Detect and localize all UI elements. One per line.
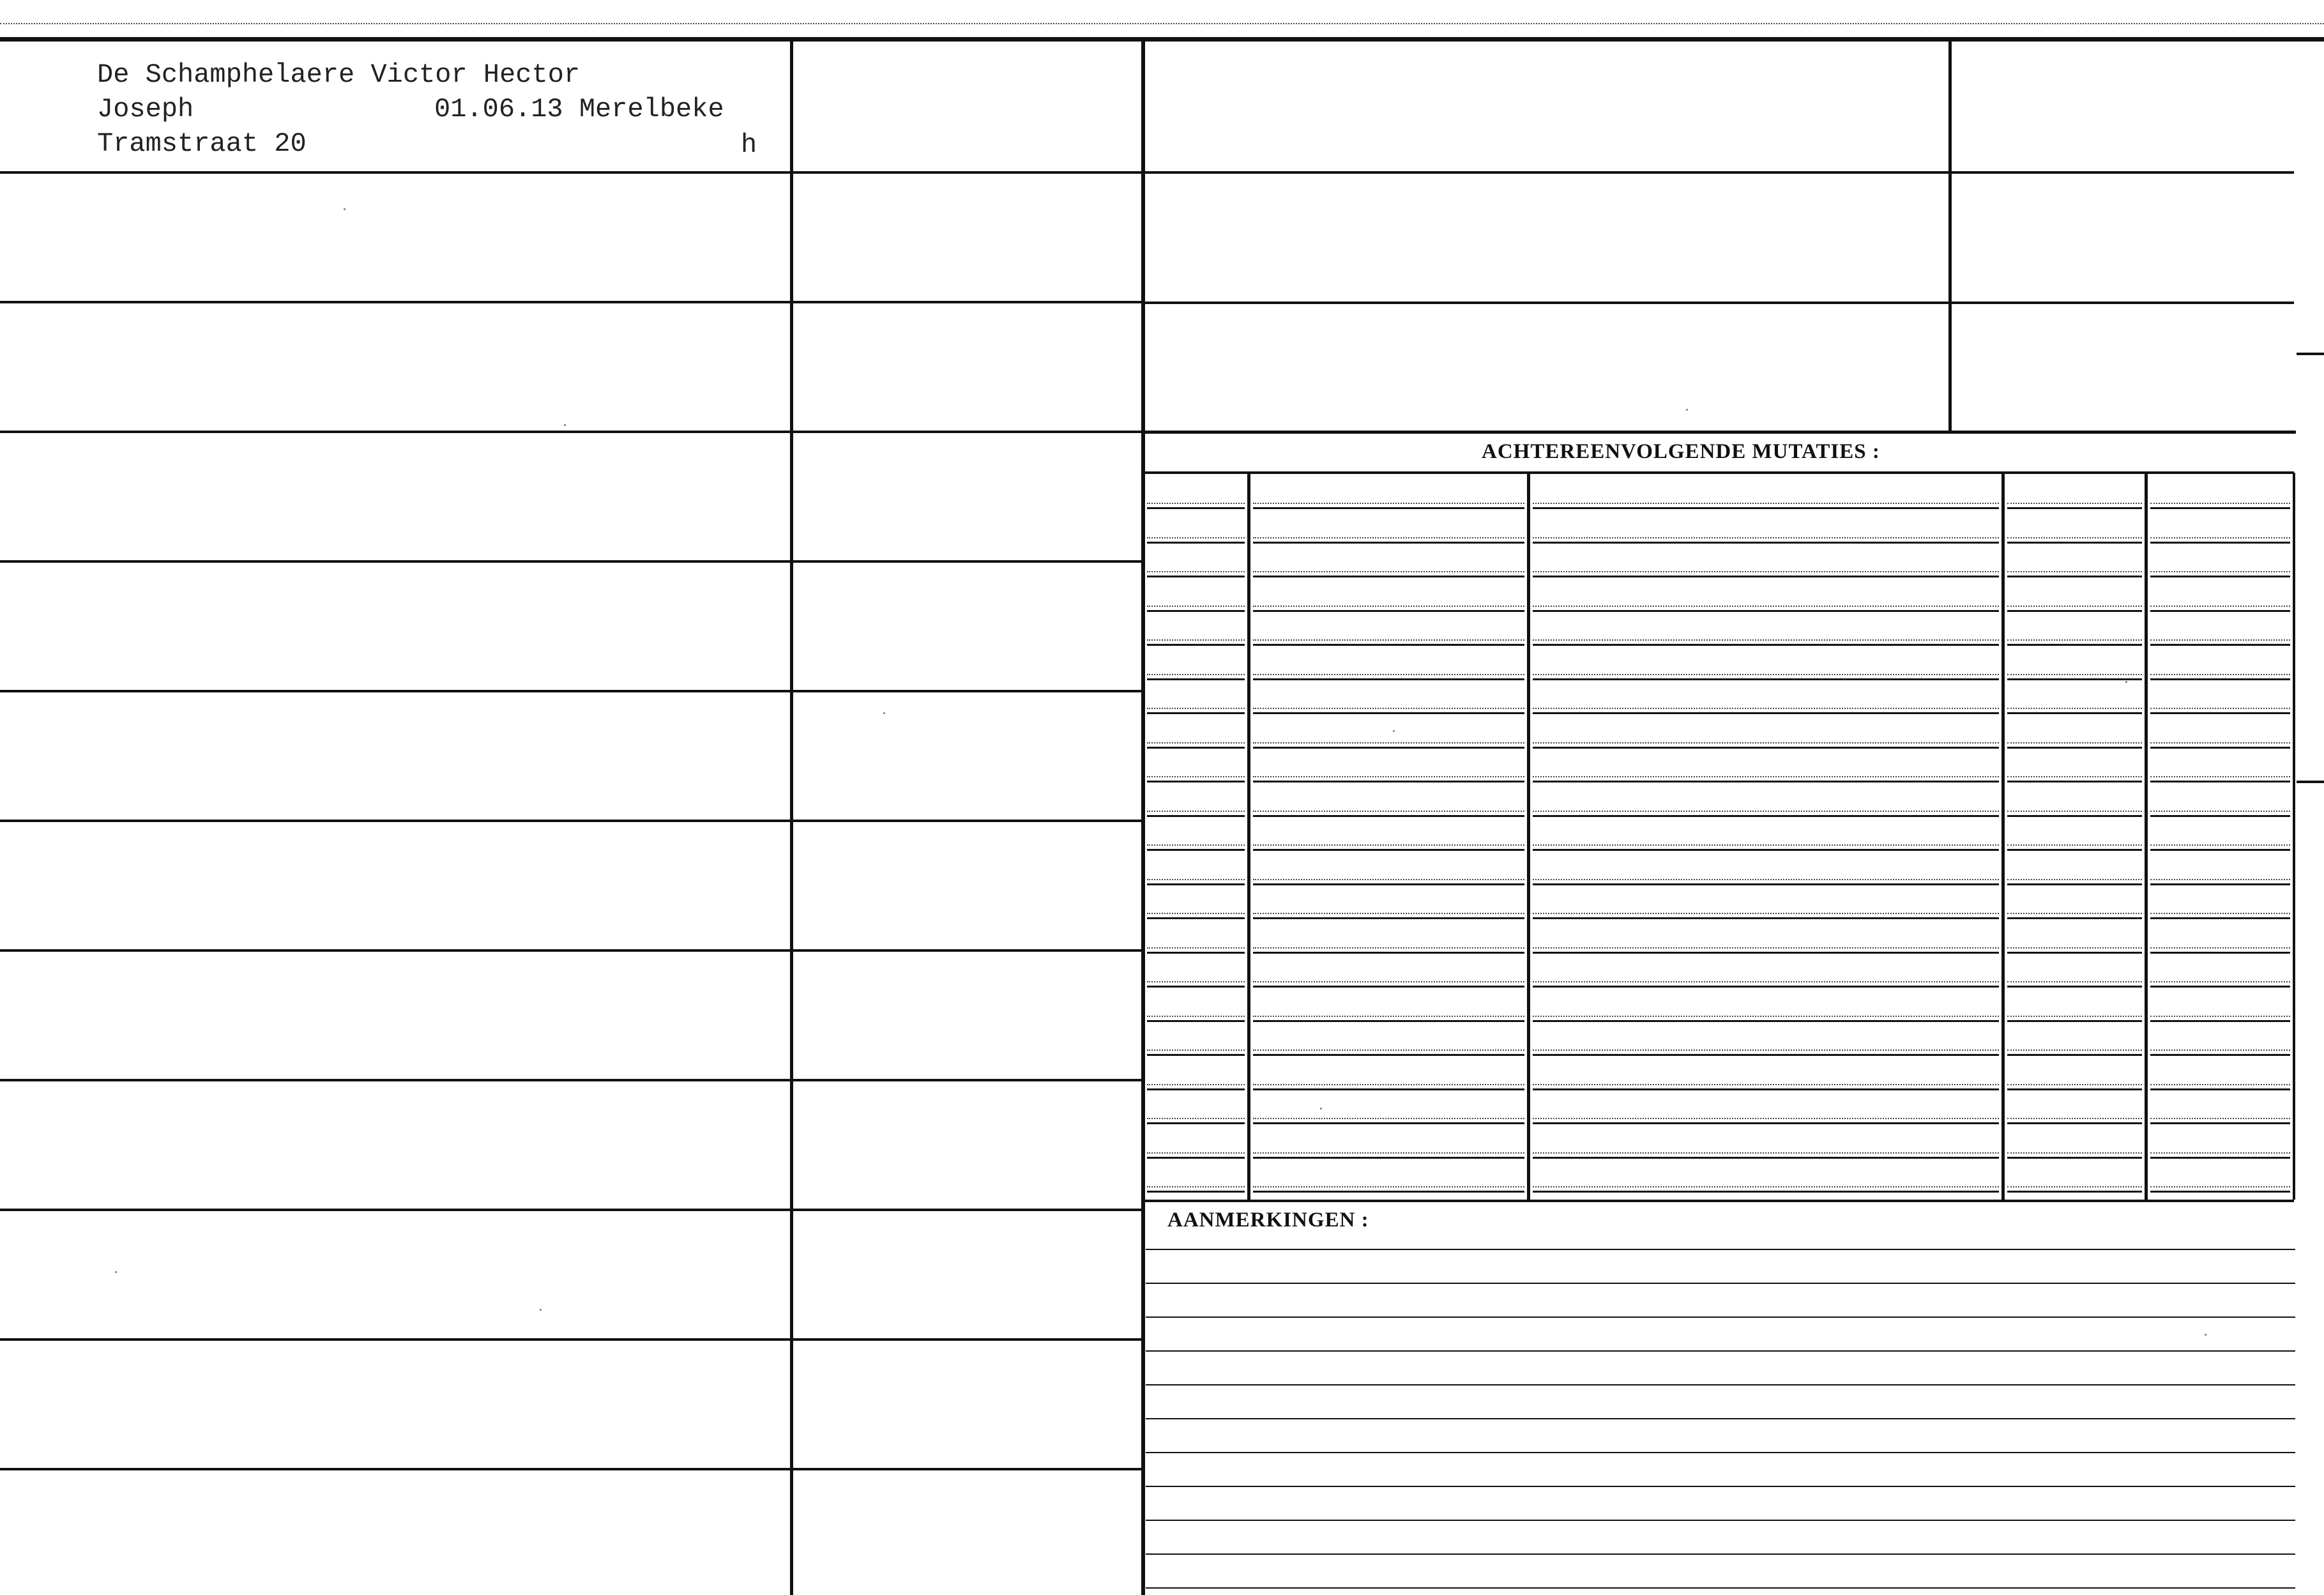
mutation-row-dotted: [1253, 981, 1524, 982]
mutation-row-dotted: [1253, 947, 1524, 949]
mutation-row-dotted: [1147, 742, 1245, 744]
mutation-row-rule: [1147, 542, 1245, 544]
mutation-row-dotted: [1147, 1084, 1245, 1085]
mutation-row-rule: [1533, 542, 1999, 544]
remark-line: [1146, 1452, 2295, 1453]
mutation-row-rule: [2150, 1157, 2290, 1159]
mutation-row-rule: [2007, 952, 2142, 954]
mutation-row-dotted: [1253, 503, 1524, 504]
mutation-row-rule: [1533, 986, 1999, 988]
mutation-row-rule: [2007, 1020, 2142, 1022]
mutation-row-rule: [1253, 1054, 1524, 1056]
mutation-row-dotted: [1253, 1186, 1524, 1187]
mutation-row-dotted: [2150, 503, 2290, 504]
mutation-row-dotted: [1147, 1186, 1245, 1187]
scan-speck: [115, 1271, 117, 1273]
mutation-row-dotted: [1533, 913, 1999, 914]
remark-line: [1146, 1316, 2295, 1318]
mutation-row-dotted: [1533, 844, 1999, 846]
mutation-row-rule: [2150, 576, 2290, 577]
mutation-row-dotted: [2150, 981, 2290, 982]
middle-row-rule: [793, 301, 1141, 303]
edge-tick-1: [2297, 353, 2324, 355]
mutation-row-dotted: [2007, 537, 2142, 538]
mutation-row-dotted: [1533, 1049, 1999, 1051]
mutation-row-dotted: [2007, 674, 2142, 675]
left-row-rule: [0, 1338, 790, 1341]
mutation-row-rule: [1533, 507, 1999, 509]
mutation-row-dotted: [2150, 639, 2290, 641]
mutation-row-rule: [1533, 1088, 1999, 1090]
mutation-row-rule: [2007, 1157, 2142, 1159]
record-given-name: Joseph: [97, 94, 194, 125]
mutation-row-dotted: [1533, 606, 1999, 607]
left-row-rule: [0, 171, 790, 174]
mutation-row-rule: [1147, 849, 1245, 851]
mutation-row-rule: [2007, 781, 2142, 782]
mutation-row-dotted: [2150, 811, 2290, 812]
mutation-row-dotted: [2150, 1084, 2290, 1085]
middle-row-rule: [793, 431, 1141, 433]
scan-speck: [1686, 409, 1688, 411]
mutation-row-rule: [1533, 644, 1999, 646]
mutation-row-rule: [1253, 507, 1524, 509]
mutation-row-dotted: [2007, 1049, 2142, 1051]
mutation-row-dotted: [1253, 674, 1524, 675]
mutation-row-rule: [2007, 986, 2142, 988]
remark-line: [1146, 1520, 2295, 1521]
mutation-row-rule: [1147, 1054, 1245, 1056]
mutation-row-dotted: [2007, 913, 2142, 914]
mutation-row-dotted: [1147, 1049, 1245, 1051]
mutation-row-rule: [1253, 883, 1524, 885]
mutation-row-rule: [1533, 576, 1999, 577]
mutation-row-rule: [1533, 1020, 1999, 1022]
mutation-row-dotted: [1533, 708, 1999, 709]
mutation-row-rule: [2007, 576, 2142, 577]
mutation-row-dotted: [1147, 776, 1245, 777]
scan-speck: [344, 208, 346, 210]
mutation-row-rule: [1533, 1191, 1999, 1193]
mutation-row-dotted: [2007, 1118, 2142, 1119]
mutation-row-rule: [1147, 712, 1245, 714]
mutation-row-rule: [2007, 917, 2142, 919]
middle-row-rule: [793, 1079, 1141, 1081]
middle-row-rule: [793, 1468, 1141, 1470]
mutation-row-dotted: [2007, 606, 2142, 607]
mutation-row-dotted: [2007, 708, 2142, 709]
mutation-row-rule: [2007, 747, 2142, 749]
mutation-row-rule: [2150, 781, 2290, 782]
scan-speck: [540, 1309, 542, 1311]
left-row-rule: [0, 820, 790, 822]
mutation-row-dotted: [2150, 1049, 2290, 1051]
mutation-row-dotted: [2150, 674, 2290, 675]
mutation-row-rule: [1533, 678, 1999, 680]
mutation-row-dotted: [1533, 776, 1999, 777]
mutation-row-rule: [1253, 917, 1524, 919]
middle-row-rule: [793, 949, 1141, 952]
mutation-row-rule: [1533, 712, 1999, 714]
mutation-row-rule: [1147, 1157, 1245, 1159]
mutation-row-rule: [1253, 1020, 1524, 1022]
mutation-row-dotted: [1147, 571, 1245, 572]
mutation-row-dotted: [2150, 1152, 2290, 1154]
mutation-row-rule: [1147, 576, 1245, 577]
mutation-row-dotted: [1533, 1084, 1999, 1085]
scan-speck: [1393, 730, 1395, 732]
mutation-row-rule: [1253, 815, 1524, 817]
remarks-heading: AANMERKINGEN :: [1167, 1209, 1369, 1232]
mutations-col-1: [1247, 473, 1250, 1200]
mutation-row-dotted: [2007, 503, 2142, 504]
mutation-row-rule: [2150, 849, 2290, 851]
mutation-row-dotted: [1533, 1118, 1999, 1119]
mutation-row-dotted: [2007, 639, 2142, 641]
mutation-row-rule: [1533, 883, 1999, 885]
mutation-row-dotted: [1253, 776, 1524, 777]
upper-right-rule-2: [1144, 301, 2294, 304]
mutation-row-dotted: [2007, 742, 2142, 744]
mutation-row-dotted: [2150, 537, 2290, 538]
mutation-row-rule: [1533, 1054, 1999, 1056]
mutations-heading: ACHTEREENVOLGENDE MUTATIES :: [1482, 440, 1880, 463]
mutations-col-3: [2001, 473, 2005, 1200]
mutation-row-dotted: [1533, 1152, 1999, 1154]
column-divider-2: [1141, 40, 1145, 1595]
mutation-row-dotted: [1533, 503, 1999, 504]
mutation-row-dotted: [1147, 879, 1245, 880]
middle-row-rule: [793, 1209, 1141, 1211]
left-row-rule: [0, 301, 790, 303]
mutation-row-rule: [1253, 1122, 1524, 1124]
mutation-row-dotted: [1533, 639, 1999, 641]
mutation-row-dotted: [1147, 1152, 1245, 1154]
mutation-row-dotted: [2150, 776, 2290, 777]
record-name-line: De Schamphelaere Victor Hector: [97, 59, 581, 90]
upper-right-rule-1: [1144, 171, 2294, 174]
mutation-row-rule: [1147, 507, 1245, 509]
mutation-row-rule: [2150, 678, 2290, 680]
mutation-row-dotted: [1253, 1152, 1524, 1154]
mutation-row-dotted: [1147, 537, 1245, 538]
scan-speck: [883, 712, 885, 714]
remark-line: [1146, 1249, 2295, 1250]
mutation-row-rule: [1253, 1191, 1524, 1193]
mutation-row-dotted: [1253, 571, 1524, 572]
remark-line: [1146, 1553, 2295, 1555]
mutation-row-rule: [2150, 883, 2290, 885]
mutation-row-rule: [2007, 815, 2142, 817]
mutation-row-rule: [1253, 644, 1524, 646]
mutation-row-dotted: [2007, 981, 2142, 982]
scan-speck: [564, 424, 566, 426]
mutation-row-dotted: [2007, 1084, 2142, 1085]
mutation-row-dotted: [1147, 639, 1245, 641]
mutation-row-dotted: [1147, 947, 1245, 949]
mutation-row-dotted: [1533, 571, 1999, 572]
mutation-row-dotted: [2007, 879, 2142, 880]
mutation-row-rule: [1533, 917, 1999, 919]
middle-row-rule: [793, 690, 1141, 692]
mutation-row-rule: [2007, 507, 2142, 509]
mutation-row-dotted: [2007, 947, 2142, 949]
mutation-row-dotted: [1147, 913, 1245, 914]
mutation-row-rule: [1147, 610, 1245, 612]
mutations-bottom-rule: [1144, 1200, 2294, 1202]
mutation-row-rule: [2150, 1122, 2290, 1124]
record-birth-info: 01.06.13 Merelbeke: [434, 94, 724, 125]
scan-speck: [1320, 1108, 1322, 1110]
mutation-row-dotted: [1147, 1118, 1245, 1119]
mutation-row-rule: [2150, 610, 2290, 612]
mutation-row-rule: [1253, 747, 1524, 749]
mutation-row-dotted: [1147, 606, 1245, 607]
mutation-row-dotted: [2007, 1152, 2142, 1154]
mutation-row-dotted: [2150, 844, 2290, 846]
mutation-row-rule: [1147, 815, 1245, 817]
mutation-row-dotted: [2150, 879, 2290, 880]
remark-line: [1146, 1418, 2295, 1419]
mutation-row-rule: [1147, 678, 1245, 680]
mutation-row-dotted: [1147, 981, 1245, 982]
edge-tick-2: [2297, 781, 2324, 783]
middle-row-rule: [793, 820, 1141, 822]
mutation-row-rule: [2150, 644, 2290, 646]
scan-speck: [2125, 681, 2127, 683]
mutation-row-rule: [2150, 542, 2290, 544]
mutation-row-rule: [1533, 610, 1999, 612]
scan-speck: [2205, 1334, 2206, 1336]
left-row-rule: [0, 431, 790, 433]
mutation-row-dotted: [1253, 1084, 1524, 1085]
mutation-row-rule: [2150, 917, 2290, 919]
middle-row-rule: [793, 171, 1141, 174]
mutation-row-rule: [1253, 986, 1524, 988]
mutation-row-rule: [1253, 712, 1524, 714]
mutation-row-dotted: [2007, 844, 2142, 846]
mutation-row-dotted: [1533, 674, 1999, 675]
mutation-row-rule: [1147, 883, 1245, 885]
mutation-row-dotted: [2007, 776, 2142, 777]
mutation-row-rule: [1533, 815, 1999, 817]
mutation-row-dotted: [1253, 879, 1524, 880]
mutation-row-rule: [1533, 781, 1999, 782]
top-border: [0, 37, 2324, 42]
mutation-row-rule: [1147, 781, 1245, 782]
mutation-row-dotted: [2150, 742, 2290, 744]
mutation-row-dotted: [1253, 844, 1524, 846]
mutation-row-dotted: [1147, 674, 1245, 675]
mutation-row-rule: [1253, 1157, 1524, 1159]
left-row-rule: [0, 1468, 790, 1470]
mutation-row-rule: [2007, 1122, 2142, 1124]
left-row-rule: [0, 949, 790, 952]
mutations-top-rule: [1143, 431, 2296, 434]
mutation-row-rule: [1253, 781, 1524, 782]
mutation-row-rule: [2007, 1088, 2142, 1090]
mutations-col-4: [2145, 473, 2148, 1200]
mutation-row-dotted: [2007, 1016, 2142, 1017]
mutation-row-rule: [2150, 1054, 2290, 1056]
mutation-row-rule: [2150, 1020, 2290, 1022]
top-dotted-edge: [0, 23, 2324, 24]
mutation-row-dotted: [2007, 1186, 2142, 1187]
left-row-rule: [0, 1079, 790, 1081]
mutation-row-rule: [1147, 644, 1245, 646]
mutation-row-rule: [1147, 1122, 1245, 1124]
mutation-row-rule: [2150, 507, 2290, 509]
mutation-row-dotted: [2150, 606, 2290, 607]
column-divider-1: [790, 40, 793, 1595]
remark-line: [1146, 1486, 2295, 1487]
mutations-col-5: [2293, 473, 2295, 1200]
mutation-row-dotted: [2150, 913, 2290, 914]
mutation-row-rule: [2007, 542, 2142, 544]
mutation-row-rule: [2150, 986, 2290, 988]
mutation-row-rule: [1253, 1088, 1524, 1090]
mutation-row-rule: [1253, 610, 1524, 612]
mutation-row-rule: [2007, 712, 2142, 714]
middle-row-rule: [793, 560, 1141, 563]
mutation-row-rule: [2150, 815, 2290, 817]
mutations-col-2: [1527, 473, 1530, 1200]
mutation-row-rule: [1147, 1191, 1245, 1193]
left-row-rule: [0, 1209, 790, 1211]
mutation-row-dotted: [1533, 811, 1999, 812]
mutation-row-rule: [1147, 1088, 1245, 1090]
mutation-row-dotted: [1253, 913, 1524, 914]
mutation-row-rule: [2007, 1054, 2142, 1056]
record-address: Tramstraat 20: [97, 128, 307, 159]
mutation-row-rule: [2007, 610, 2142, 612]
mutation-row-rule: [2007, 1191, 2142, 1193]
mutation-row-dotted: [2007, 811, 2142, 812]
mutation-row-rule: [2007, 644, 2142, 646]
mutation-row-rule: [2150, 712, 2290, 714]
mutation-row-rule: [1253, 542, 1524, 544]
mutation-row-dotted: [2150, 708, 2290, 709]
mutation-row-rule: [1147, 747, 1245, 749]
mutation-row-dotted: [1533, 742, 1999, 744]
remark-line: [1146, 1587, 2295, 1589]
mutation-row-rule: [1147, 952, 1245, 954]
mutation-row-rule: [1253, 678, 1524, 680]
mutation-row-rule: [2150, 1191, 2290, 1193]
remark-line: [1146, 1283, 2295, 1284]
mutation-row-dotted: [1253, 1118, 1524, 1119]
mutation-row-rule: [2150, 952, 2290, 954]
mutation-row-rule: [1533, 952, 1999, 954]
mutation-row-dotted: [1147, 844, 1245, 846]
left-row-rule: [0, 690, 790, 692]
mutation-row-dotted: [1533, 981, 1999, 982]
column-divider-3: [1948, 40, 1952, 431]
mutation-row-dotted: [1147, 811, 1245, 812]
mutation-row-dotted: [1253, 708, 1524, 709]
mutation-row-rule: [2007, 678, 2142, 680]
mutation-row-rule: [1147, 1020, 1245, 1022]
mutation-row-dotted: [1253, 1049, 1524, 1051]
mutation-row-dotted: [2150, 571, 2290, 572]
mutation-row-rule: [1147, 986, 1245, 988]
mutation-row-dotted: [1147, 503, 1245, 504]
mutation-row-rule: [1533, 849, 1999, 851]
mutation-row-dotted: [1147, 1016, 1245, 1017]
mutation-row-dotted: [1533, 1016, 1999, 1017]
mutation-row-dotted: [1253, 1016, 1524, 1017]
mutation-row-rule: [2007, 849, 2142, 851]
record-marker: h: [741, 130, 757, 160]
mutation-row-dotted: [1533, 879, 1999, 880]
remark-line: [1146, 1350, 2295, 1352]
mutation-row-dotted: [1253, 606, 1524, 607]
remark-line: [1146, 1384, 2295, 1385]
mutation-row-dotted: [1533, 947, 1999, 949]
mutation-row-rule: [1147, 917, 1245, 919]
left-row-rule: [0, 560, 790, 563]
mutation-row-dotted: [2150, 1186, 2290, 1187]
mutation-row-dotted: [2007, 571, 2142, 572]
mutation-row-dotted: [1147, 708, 1245, 709]
mutation-row-dotted: [1253, 742, 1524, 744]
mutations-table-top: [1144, 471, 2294, 474]
mutation-row-dotted: [1253, 639, 1524, 641]
mutation-row-rule: [2007, 883, 2142, 885]
mutation-row-rule: [2150, 747, 2290, 749]
mutation-row-rule: [1533, 1157, 1999, 1159]
mutation-row-dotted: [1253, 811, 1524, 812]
mutation-row-rule: [1533, 747, 1999, 749]
mutation-row-rule: [2150, 1088, 2290, 1090]
mutation-row-dotted: [2150, 1016, 2290, 1017]
mutation-row-dotted: [1533, 537, 1999, 538]
mutation-row-rule: [1253, 576, 1524, 577]
mutation-row-dotted: [2150, 947, 2290, 949]
mutation-row-dotted: [2150, 1118, 2290, 1119]
mutation-row-rule: [1533, 1122, 1999, 1124]
middle-row-rule: [793, 1338, 1141, 1341]
mutation-row-rule: [1253, 849, 1524, 851]
mutation-row-rule: [1253, 952, 1524, 954]
mutation-row-dotted: [1533, 1186, 1999, 1187]
mutation-row-dotted: [1253, 537, 1524, 538]
